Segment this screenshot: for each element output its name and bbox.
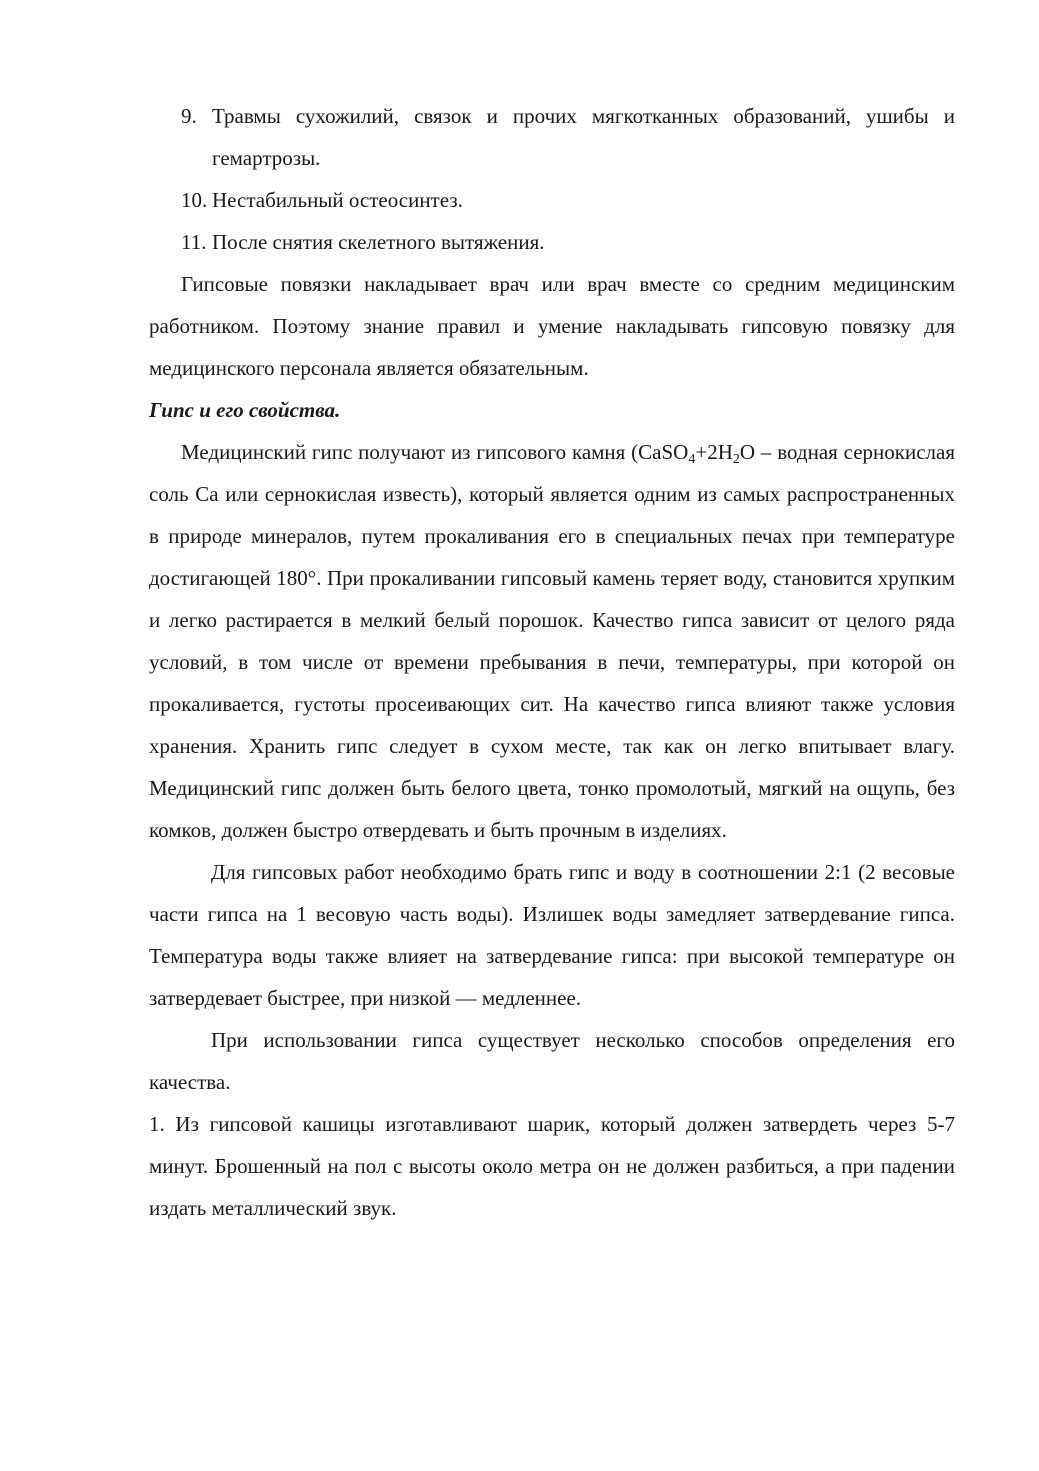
list-text: Травмы сухожилий, связок и прочих мягкотканных образований, ушибы и гемартрозы. <box>212 104 955 170</box>
list-number: 9. <box>181 104 197 128</box>
list-item-11 <box>149 221 955 263</box>
subscript: 2 <box>732 452 740 467</box>
paragraph-gips-properties <box>149 431 955 851</box>
list-text: Нестабильный остеосинтез. <box>212 188 463 212</box>
subscript: 4 <box>688 452 696 467</box>
paragraph-test-1: 1. Из гипсовой кашицы изготавливают шарик, который должен затвердеть через 5-7 минут. Брошенный на пол с высоты около метра он не должен разбиться, а при падении издать металлический звук. <box>149 1112 955 1220</box>
list-number: 11. <box>181 230 207 254</box>
paragraph-intro: Гипсовые повязки накладывает врач или врач вместе со средним медицинским работником. Поэтому знание правил и умение накладывать гипсовую повязку для медицинского персонала является обязательным. <box>149 272 955 380</box>
document-page <box>149 95 955 1229</box>
paragraph-ratio: Для гипсовых работ необходимо брать гипс и воду в соотношении 2:1 (2 весовые части гипса на 1 весовую часть воды). Излишек воды замедляет затвердевание гипса. Температура воды также влияет на затвердевание гипса: при высокой температуре он затвердевает быстрее, при низкой — медленнее. <box>149 860 955 1010</box>
section-heading: Гипс и его свойства. <box>149 398 341 422</box>
list-number: 10. <box>181 188 208 212</box>
text-segment: O – водная сернокислая соль Ca или сернокислая известь), который является одним из самых распространенных в природе минералов, путем прокаливания его в специальных печах при температуре достигающей 180°. При прокаливании гипсовый камень теряет воду, становится хрупким и легко растирается в мелкий белый порошок. Качество гипса зависит от целого ряда условий, в том числе от времени пребывания в печи, температуры, при которой он прокаливается, густоты просеивающих сит. На качество гипса влияют также условия хранения. Хранить гипс следует в сухом месте, так как он легко впитывает влагу. Медицинский гипс должен быть белого цвета, тонко промолотый, мягкий на ощупь, без комков, должен быстро отвердевать и быть прочным в изделиях. <box>149 440 956 842</box>
text-segment: Медицинский гипс получают из гипсового камня (CaSO <box>181 440 689 464</box>
text-segment: +2H <box>695 440 733 464</box>
paragraph-methods: При использовании гипса существует несколько способов определения его качества. <box>149 1028 955 1094</box>
list-text: После снятия скелетного вытяжения. <box>212 230 545 254</box>
list-item-9 <box>149 95 955 179</box>
list-item-10 <box>149 179 955 221</box>
